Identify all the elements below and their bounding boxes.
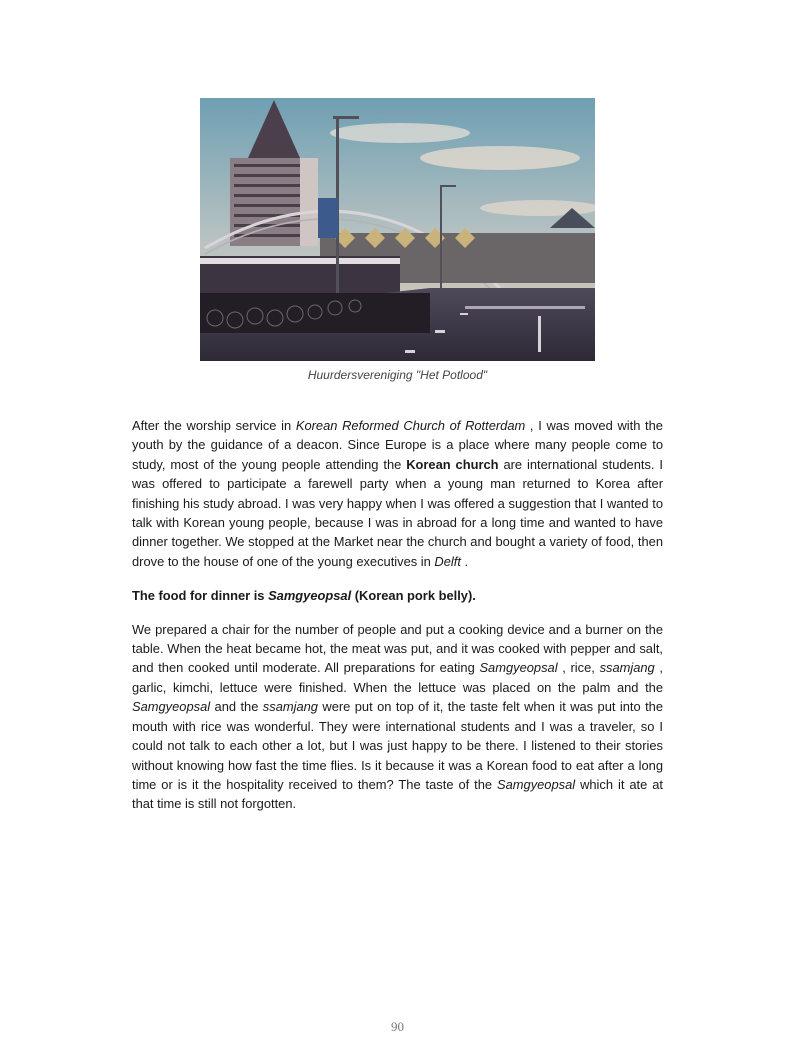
dish-name: Samgyeopsal xyxy=(497,776,576,792)
text-run: are international students. I was offered to participate a farewell party when a young man returned to Korea after finishing his study abroad. I was very happy when I was offered a suggestion that I wanted to talk with Korean young people, because I was in abroad for a long time and wanted to have dinner together. We stopped at the Market near the church and bought a variety of food, then drove to the house of one of the young executives in xyxy=(132,456,663,569)
dish-name: Samgyeopsal xyxy=(268,588,352,604)
text-run: (Korean pork belly). xyxy=(351,588,476,604)
text-run: After the worship service in xyxy=(132,418,296,433)
sauce-name: ssamjang xyxy=(262,699,318,715)
text-run: The food for dinner is xyxy=(132,588,269,604)
city-name: Delft xyxy=(434,553,461,569)
paragraph-worship xyxy=(132,416,663,571)
sauce-name: ssamjang xyxy=(599,660,655,676)
text-run: and the xyxy=(210,699,263,715)
text-run: which it ate at that time is still not forgotten. xyxy=(132,776,663,812)
text-run: . xyxy=(460,553,469,569)
text-run: We prepared a chair for the number of people and put a cooking device and a burner on the table. When the heat became hot, the meat was put, and it was cooked with pepper and salt, and then cooked until moderate. All preparations for eating xyxy=(132,621,663,676)
text-run: , rice, xyxy=(557,660,600,676)
dish-name: Samgyeopsal xyxy=(479,660,558,676)
paragraph-dinner xyxy=(132,620,663,814)
text-run: were put on top of it, the taste felt when it was put into the mouth with rice was wonderful. They were international students and I was a traveler, so I could not talk to each other a lot, but I was just happy to be there. I listened to their stories without knowing how fast the time flies. Is it because it was a Korean food to eat after a long time or is it the hospitality received to them? The taste of the xyxy=(132,699,663,792)
korean-church-emphasis: Korean church xyxy=(406,456,499,472)
page-number: 90 xyxy=(391,1019,404,1034)
article-body xyxy=(132,416,663,829)
church-name: Korean Reformed Church of Rotterdam xyxy=(295,418,526,433)
figure-caption: Huurdersvereniging "Het Potlood" xyxy=(307,368,488,382)
text-run: , garlic, kimchi, lettuce were finished. When the lettuce was placed on the palm and the xyxy=(132,660,663,695)
text-run: , I was moved with the youth by the guidance of a deacon. Since Europe is a place where many people come to study, most of the young people attending the xyxy=(132,418,663,472)
dish-name: Samgyeopsal xyxy=(132,699,211,715)
food-heading xyxy=(132,586,663,605)
figure-photo xyxy=(200,98,595,361)
